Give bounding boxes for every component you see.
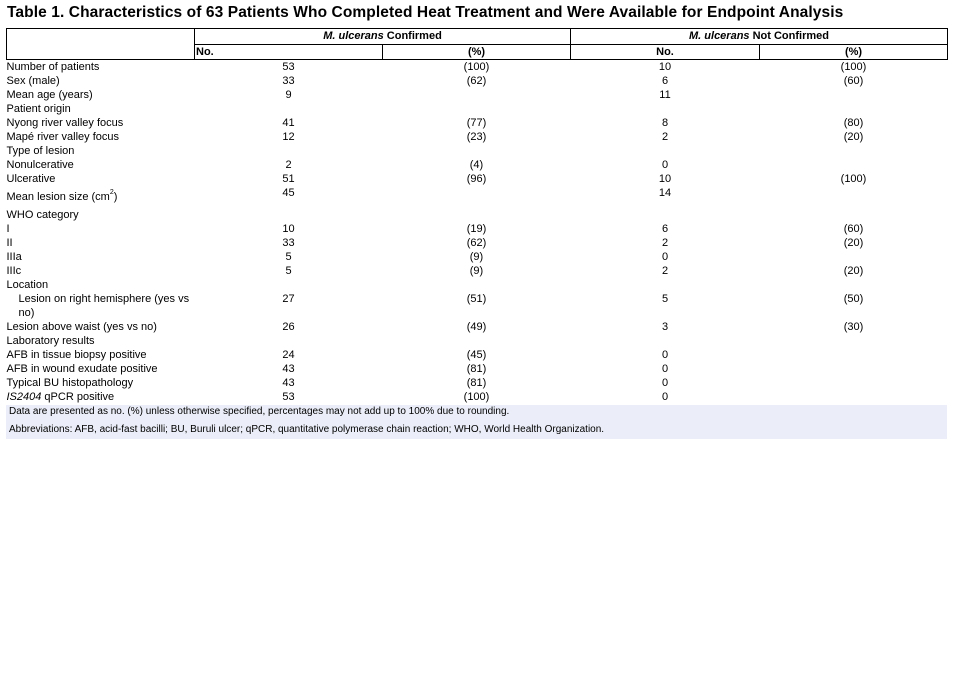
not-confirmed-no: 11 [659, 89, 671, 101]
not-confirmed-no: 6 [661, 75, 669, 87]
footnote-text: Data are presented as no. (%) unless otherwise specified, percentages may not add up to 100% due to rounding. [9, 406, 510, 417]
row-label-italic: IS2404 [6, 391, 42, 403]
not-confirmed-no: 0 [661, 391, 669, 403]
not-confirmed-no: 0 [661, 363, 669, 375]
not-confirmed-no: 10 [658, 61, 672, 73]
confirmed-no: 26 [282, 321, 295, 333]
empty-cell [195, 102, 383, 116]
row-label-end: ) [113, 191, 118, 203]
confirmed-pct: (23) [466, 131, 487, 143]
not-confirmed-no: 2 [661, 265, 669, 277]
empty-cell [760, 208, 948, 222]
confirmed-no: 12 [282, 131, 295, 143]
empty-cell [760, 144, 948, 158]
not-confirmed-pct: (20) [843, 265, 864, 277]
confirmed-no: 2 [285, 159, 292, 171]
confirmed-no: 41 [282, 117, 295, 129]
row-label-text: Lesion on right hemisphere (yes vs no) [18, 293, 190, 319]
section-label: Laboratory results [6, 335, 95, 347]
not-confirmed-pct: (100) [840, 61, 867, 73]
group-header-not-confirmed-rest: Not Confirmed [749, 30, 829, 42]
empty-cell [383, 144, 571, 158]
confirmed-pct: (81) [466, 363, 487, 375]
row-label: IIIa [6, 251, 22, 263]
section-label: Patient origin [6, 103, 71, 115]
row-label: Nyong river valley focus [6, 117, 124, 129]
confirmed-no: 43 [282, 363, 295, 375]
confirmed-pct: (45) [466, 349, 487, 361]
footnote-text: Abbreviations: AFB, acid-fast bacilli; BU, Buruli ulcer; qPCR, quantitative polymerase chain reaction; WHO, World Health Organization. [9, 424, 605, 435]
not-confirmed-no: 6 [661, 223, 669, 235]
not-confirmed-pct [760, 348, 948, 362]
empty-cell [383, 208, 571, 222]
not-confirmed-no: 0 [661, 377, 669, 389]
empty-cell [195, 208, 383, 222]
group-header-confirmed [195, 29, 571, 45]
table-body [7, 60, 948, 405]
confirmed-pct: (49) [466, 321, 487, 333]
row-label: AFB in wound exudate positive [6, 363, 158, 375]
section-label: Type of lesion [6, 145, 75, 157]
not-confirmed-pct [760, 250, 948, 264]
row-label-text: qPCR positive [41, 391, 115, 403]
confirmed-no: 5 [285, 265, 292, 277]
table-row [7, 278, 948, 292]
row-label: Number of patients [6, 61, 100, 73]
table-row [7, 158, 948, 172]
section-label: WHO category [6, 209, 79, 221]
table-row [7, 390, 948, 404]
row-label: AFB in tissue biopsy positive [6, 349, 147, 361]
table-row [7, 74, 948, 88]
confirmed-pct: (19) [466, 223, 487, 235]
table-row [7, 348, 948, 362]
empty-cell [383, 334, 571, 348]
not-confirmed-pct [760, 186, 948, 208]
table-row [7, 116, 948, 130]
empty-cell [195, 278, 383, 292]
not-confirmed-pct: (50) [843, 293, 864, 305]
column-header-row [7, 45, 948, 60]
table-row [7, 264, 948, 278]
empty-cell [571, 144, 760, 158]
row-label [7, 186, 195, 208]
row-label: Mean age (years) [6, 89, 93, 101]
confirmed-pct: (100) [463, 391, 490, 403]
empty-cell [195, 334, 383, 348]
not-confirmed-pct: (80) [843, 117, 864, 129]
row-label [7, 390, 195, 404]
not-confirmed-pct: (20) [843, 237, 864, 249]
empty-cell [383, 102, 571, 116]
not-confirmed-no: 0 [661, 159, 669, 171]
table-row [7, 222, 948, 236]
col-header-confirmed-pct: (%) [383, 45, 571, 60]
confirmed-pct: (62) [466, 237, 487, 249]
confirmed-no: 53 [282, 61, 295, 73]
confirmed-no: 5 [285, 251, 292, 263]
row-label: II [6, 237, 13, 249]
not-confirmed-pct [760, 376, 948, 390]
not-confirmed-pct [760, 158, 948, 172]
not-confirmed-pct: (30) [843, 321, 864, 333]
not-confirmed-pct: (100) [840, 173, 867, 185]
table-row [7, 186, 948, 208]
table-row [7, 144, 948, 158]
table-row [7, 250, 948, 264]
row-label [7, 292, 195, 320]
table-row [7, 208, 948, 222]
confirmed-pct: (62) [466, 75, 487, 87]
not-confirmed-pct: (20) [843, 131, 864, 143]
section-label: Location [6, 279, 49, 291]
empty-cell [571, 334, 760, 348]
not-confirmed-no: 2 [661, 131, 669, 143]
not-confirmed-no: 10 [658, 173, 672, 185]
table-row [7, 362, 948, 376]
confirmed-pct: (100) [463, 61, 490, 73]
superscript: 2 [109, 189, 114, 197]
col-header-confirmed-no: No. [195, 45, 383, 60]
confirmed-pct: (96) [466, 173, 487, 185]
row-label: I [6, 223, 10, 235]
col-header-not-confirmed-no: No. [571, 45, 760, 60]
not-confirmed-no: 2 [661, 237, 669, 249]
row-label: Sex (male) [6, 75, 60, 87]
group-header-row [7, 29, 948, 45]
table-row [7, 292, 948, 320]
row-label: Nonulcerative [6, 159, 74, 171]
confirmed-no: 9 [285, 89, 292, 101]
table-row [7, 88, 948, 102]
empty-cell [760, 278, 948, 292]
table-row [7, 320, 948, 334]
not-confirmed-no: 0 [661, 349, 669, 361]
not-confirmed-no: 0 [661, 251, 669, 263]
table-row [7, 102, 948, 116]
empty-cell [383, 278, 571, 292]
confirmed-no: 24 [282, 349, 295, 361]
header-blank-cell-2 [7, 45, 195, 60]
header-blank-cell [7, 29, 195, 45]
confirmed-pct: (77) [466, 117, 487, 129]
row-label: Mapé river valley focus [6, 131, 119, 143]
confirmed-no: 53 [282, 391, 295, 403]
table-row [7, 376, 948, 390]
empty-cell [571, 102, 760, 116]
row-label-text: Mean lesion size (cm [6, 191, 110, 203]
confirmed-no: 51 [282, 173, 295, 185]
confirmed-pct: (81) [466, 377, 487, 389]
confirmed-no: 43 [282, 377, 295, 389]
table-title: Table 1. Characteristics of 63 Patients Who Completed Heat Treatment and Were Available for Endpoint Analysis [7, 4, 844, 21]
confirmed-no: 45 [282, 187, 295, 199]
footnote-1 [6, 405, 947, 421]
not-confirmed-pct [760, 390, 948, 404]
row-label: IIIc [6, 265, 22, 277]
confirmed-no: 33 [282, 75, 295, 87]
table-row [7, 60, 948, 75]
confirmed-pct: (9) [469, 251, 484, 263]
not-confirmed-pct [760, 362, 948, 376]
confirmed-pct: (9) [469, 265, 484, 277]
table-row [7, 334, 948, 348]
empty-cell [571, 278, 760, 292]
table-row [7, 236, 948, 250]
not-confirmed-pct [760, 88, 948, 102]
confirmed-no: 10 [282, 223, 295, 235]
not-confirmed-no: 3 [661, 321, 669, 333]
empty-cell [571, 208, 760, 222]
table-row [7, 130, 948, 144]
empty-cell [760, 102, 948, 116]
not-confirmed-pct: (60) [843, 223, 864, 235]
row-label: Ulcerative [6, 173, 56, 185]
confirmed-no: 27 [282, 293, 295, 305]
confirmed-pct: (51) [466, 293, 487, 305]
row-label: Typical BU histopathology [6, 377, 134, 389]
empty-cell [760, 334, 948, 348]
confirmed-no: 33 [282, 237, 295, 249]
not-confirmed-no: 8 [661, 117, 669, 129]
group-header-confirmed-rest: Confirmed [383, 30, 442, 42]
confirmed-pct [383, 88, 571, 102]
not-confirmed-no: 5 [661, 293, 669, 305]
confirmed-pct [383, 186, 571, 208]
confirmed-pct: (4) [469, 159, 484, 171]
group-header-confirmed-italic: M. ulcerans [323, 30, 384, 42]
not-confirmed-no: 14 [658, 187, 672, 199]
row-label: Lesion above waist (yes vs no) [6, 321, 157, 333]
col-header-not-confirmed-pct: (%) [760, 45, 948, 60]
footnote-2 [6, 421, 947, 439]
characteristics-table [6, 28, 948, 404]
not-confirmed-pct: (60) [843, 75, 864, 87]
group-header-not-confirmed-italic: M. ulcerans [689, 30, 750, 42]
table-row [7, 172, 948, 186]
group-header-not-confirmed [571, 29, 948, 45]
empty-cell [195, 144, 383, 158]
